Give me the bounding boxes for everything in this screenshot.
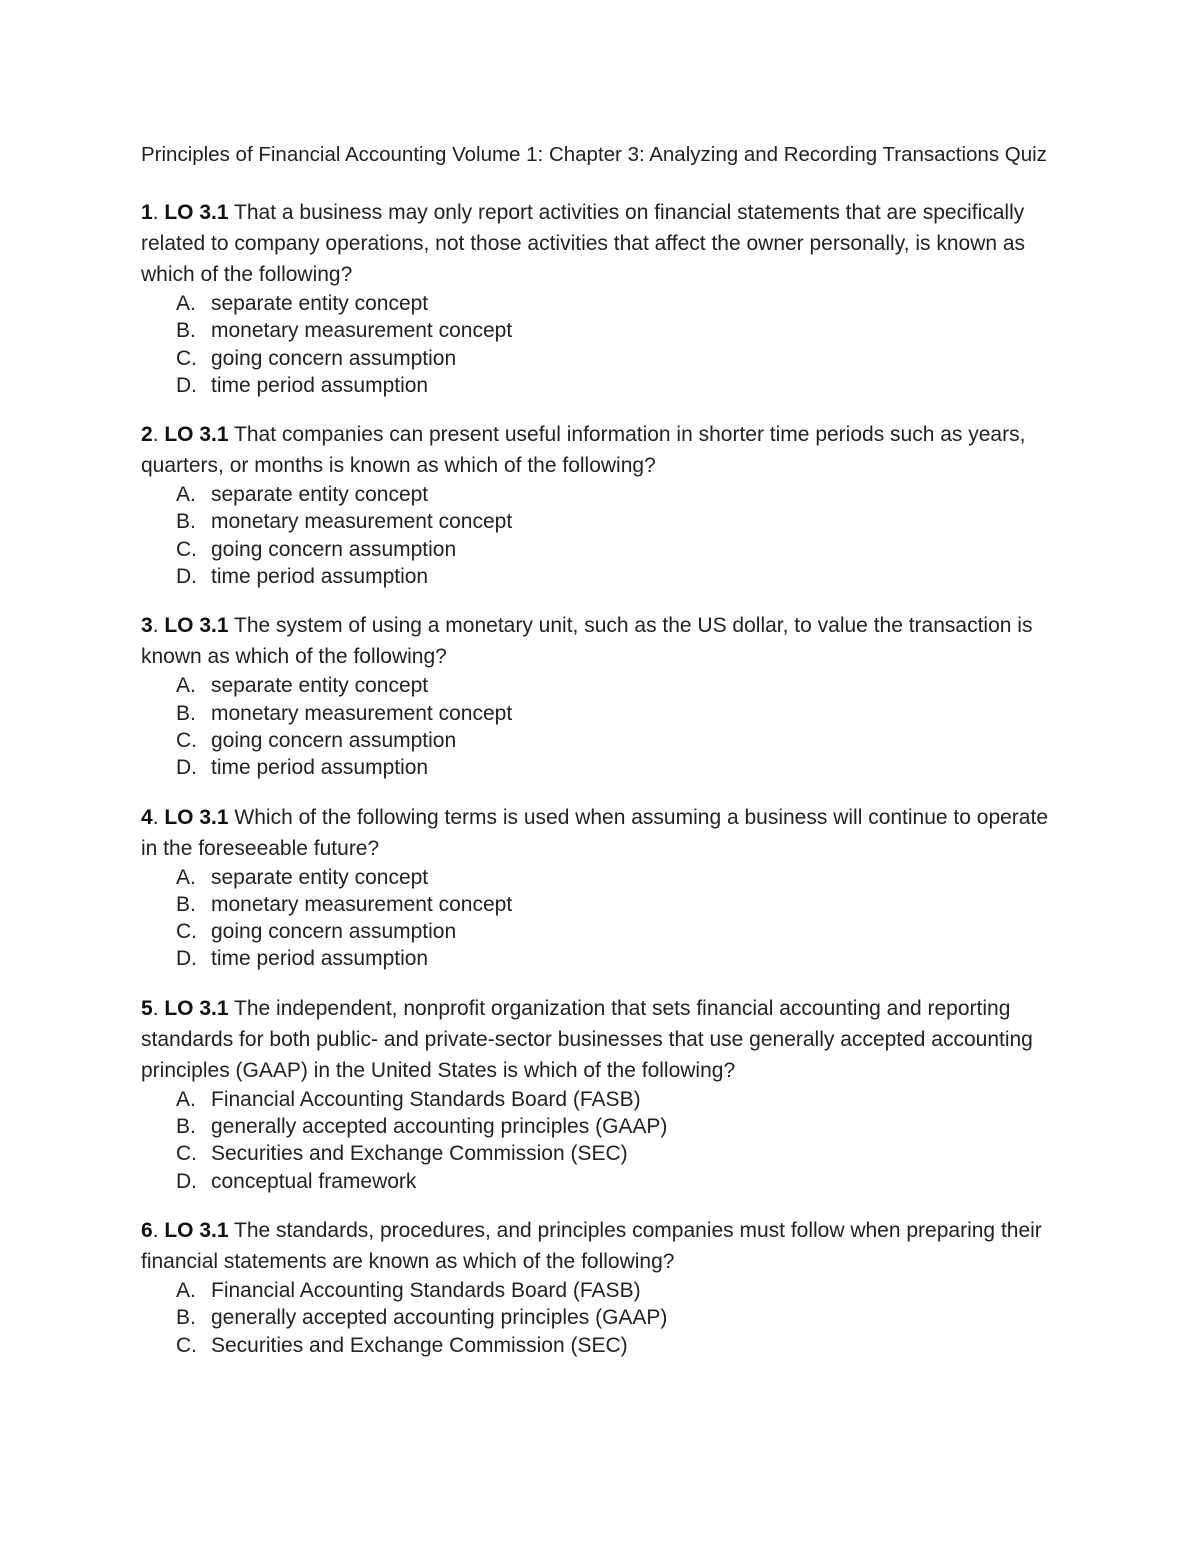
option-letter: A. (176, 674, 196, 698)
option-text: separate entity concept (211, 674, 429, 698)
question-text: 2. LO 3.1 That companies can present useful information in shorter time periods such as years, quarters, or months is known as which of the following? (141, 423, 1026, 478)
option-letter: D. (176, 1169, 197, 1193)
option-letter: C. (176, 346, 197, 370)
option-text: separate entity concept (211, 865, 429, 889)
option-letter: B. (176, 892, 196, 916)
option-item (176, 672, 1061, 699)
option-letter: B. (176, 701, 196, 725)
option-item (176, 563, 1061, 590)
option-item (176, 1304, 1061, 1331)
option-item (176, 317, 1061, 344)
option-item (176, 727, 1061, 754)
option-letter: A. (176, 865, 196, 889)
option-text: generally accepted accounting principles (GAAP) (211, 1306, 668, 1330)
option-letter: C. (176, 1333, 197, 1357)
option-text: monetary measurement concept (211, 892, 513, 916)
option-letter: D. (176, 947, 197, 971)
question-4 (141, 802, 1061, 973)
option-list (141, 1277, 1061, 1359)
option-text: conceptual framework (211, 1169, 417, 1193)
option-text: separate entity concept (211, 292, 429, 315)
option-text: going concern assumption (211, 537, 457, 561)
option-item (176, 372, 1061, 399)
question-body: The system of using a monetary unit, such as the US dollar, to value the transaction is known as which of the following? (141, 614, 1033, 669)
option-item (176, 508, 1061, 535)
option-text: monetary measurement concept (211, 510, 513, 534)
option-letter: B. (176, 319, 196, 343)
option-item (176, 1086, 1061, 1113)
option-text: going concern assumption (211, 728, 457, 752)
question-text: 4. LO 3.1 Which of the following terms is used when assuming a business will continue to operate in the foreseeable future? (141, 805, 1048, 860)
option-list (141, 481, 1061, 590)
option-letter: A. (176, 483, 196, 507)
option-item (176, 536, 1061, 563)
option-letter: A. (176, 292, 196, 315)
option-list (141, 864, 1061, 973)
option-letter: A. (176, 1087, 196, 1111)
document-title: Principles of Financial Accounting Volume 1: Chapter 3: Analyzing and Recording Transactions Quiz (141, 143, 1047, 166)
question-number: 1 (141, 201, 153, 224)
question-body: That companies can present useful information in shorter time periods such as years, quarters, or months is known as which of the following? (141, 423, 1026, 478)
option-letter: D. (176, 373, 197, 397)
question-number: 3 (141, 614, 153, 638)
option-list (141, 672, 1061, 781)
learning-objective: LO 3.1 (164, 201, 229, 224)
option-item (176, 345, 1061, 372)
option-letter: C. (176, 1142, 197, 1166)
option-letter: D. (176, 756, 197, 780)
question-number: 2 (141, 423, 153, 447)
question-body: The standards, procedures, and principles companies must follow when preparing their financial statements are known as which of the following? (141, 1218, 1042, 1273)
option-item (176, 1140, 1061, 1167)
option-text: monetary measurement concept (211, 701, 513, 725)
question-6 (141, 1215, 1061, 1359)
learning-objective: LO 3.1 (164, 805, 229, 829)
option-item (176, 290, 1061, 317)
option-item (176, 918, 1061, 945)
option-text: time period assumption (211, 947, 429, 971)
option-letter: B. (176, 510, 196, 534)
question-list (141, 197, 1061, 1359)
option-item (176, 891, 1061, 918)
option-letter: C. (176, 920, 197, 944)
option-list (141, 1086, 1061, 1195)
option-list (141, 290, 1061, 399)
option-text: time period assumption (211, 373, 429, 397)
option-letter: D. (176, 565, 197, 589)
option-letter: B. (176, 1306, 196, 1330)
learning-objective: LO 3.1 (164, 1218, 229, 1242)
question-3 (141, 610, 1061, 781)
option-letter: B. (176, 1115, 196, 1139)
option-text: generally accepted accounting principles (GAAP) (211, 1115, 668, 1139)
learning-objective: LO 3.1 (164, 423, 229, 447)
option-item (176, 864, 1061, 891)
question-number: 5 (141, 996, 153, 1020)
question-body: The independent, nonprofit organization that sets financial accounting and reporting standards for both public- and private-sector businesses that use generally accepted accounting principles (GAAP) in the United States is which of the following? (141, 996, 1033, 1082)
option-text: going concern assumption (211, 346, 457, 370)
learning-objective: LO 3.1 (164, 614, 229, 638)
option-text: Securities and Exchange Commission (SEC) (211, 1333, 628, 1357)
question-number: 6 (141, 1218, 153, 1242)
question-number: 4 (141, 805, 153, 829)
option-text: monetary measurement concept (211, 319, 513, 343)
question-body: Which of the following terms is used when assuming a business will continue to operate in the foreseeable future? (141, 805, 1048, 860)
option-text: Securities and Exchange Commission (SEC) (211, 1142, 628, 1166)
question-text: 1. LO 3.1 That a business may only report activities on financial statements that are specifically related to company operations, not those activities that affect the owner personally, is known as which of the following? (141, 201, 1026, 286)
learning-objective: LO 3.1 (164, 996, 229, 1020)
option-text: separate entity concept (211, 483, 429, 507)
option-letter: C. (176, 537, 197, 561)
option-item (176, 1113, 1061, 1140)
question-text: 5. LO 3.1 The independent, nonprofit organization that sets financial accounting and reporting standards for both public- and private-sector businesses that use generally accepted accounting principles (GAAP) in the United States is which of the following? (141, 996, 1033, 1082)
option-item (176, 1168, 1061, 1195)
option-item (176, 481, 1061, 508)
option-letter: C. (176, 728, 197, 752)
option-item (176, 754, 1061, 781)
option-item (176, 945, 1061, 972)
option-item (176, 1277, 1061, 1304)
option-text: Financial Accounting Standards Board (FASB) (211, 1278, 641, 1302)
question-2 (141, 419, 1061, 590)
option-text: Financial Accounting Standards Board (FASB) (211, 1087, 641, 1111)
option-item (176, 1332, 1061, 1359)
option-text: time period assumption (211, 565, 429, 589)
option-item (176, 700, 1061, 727)
question-1 (141, 197, 1061, 399)
question-text: 6. LO 3.1 The standards, procedures, and principles companies must follow when preparing their financial statements are known as which of the following? (141, 1218, 1042, 1273)
option-text: time period assumption (211, 756, 429, 780)
question-5 (141, 993, 1061, 1195)
option-letter: A. (176, 1278, 196, 1302)
question-body: That a business may only report activities on financial statements that are specifically related to company operations, not those activities that affect the owner personally, is known as which of the following? (141, 201, 1026, 286)
question-text: 3. LO 3.1 The system of using a monetary unit, such as the US dollar, to value the transaction is known as which of the following? (141, 614, 1033, 669)
document-page (141, 141, 1061, 1379)
option-text: going concern assumption (211, 920, 457, 944)
